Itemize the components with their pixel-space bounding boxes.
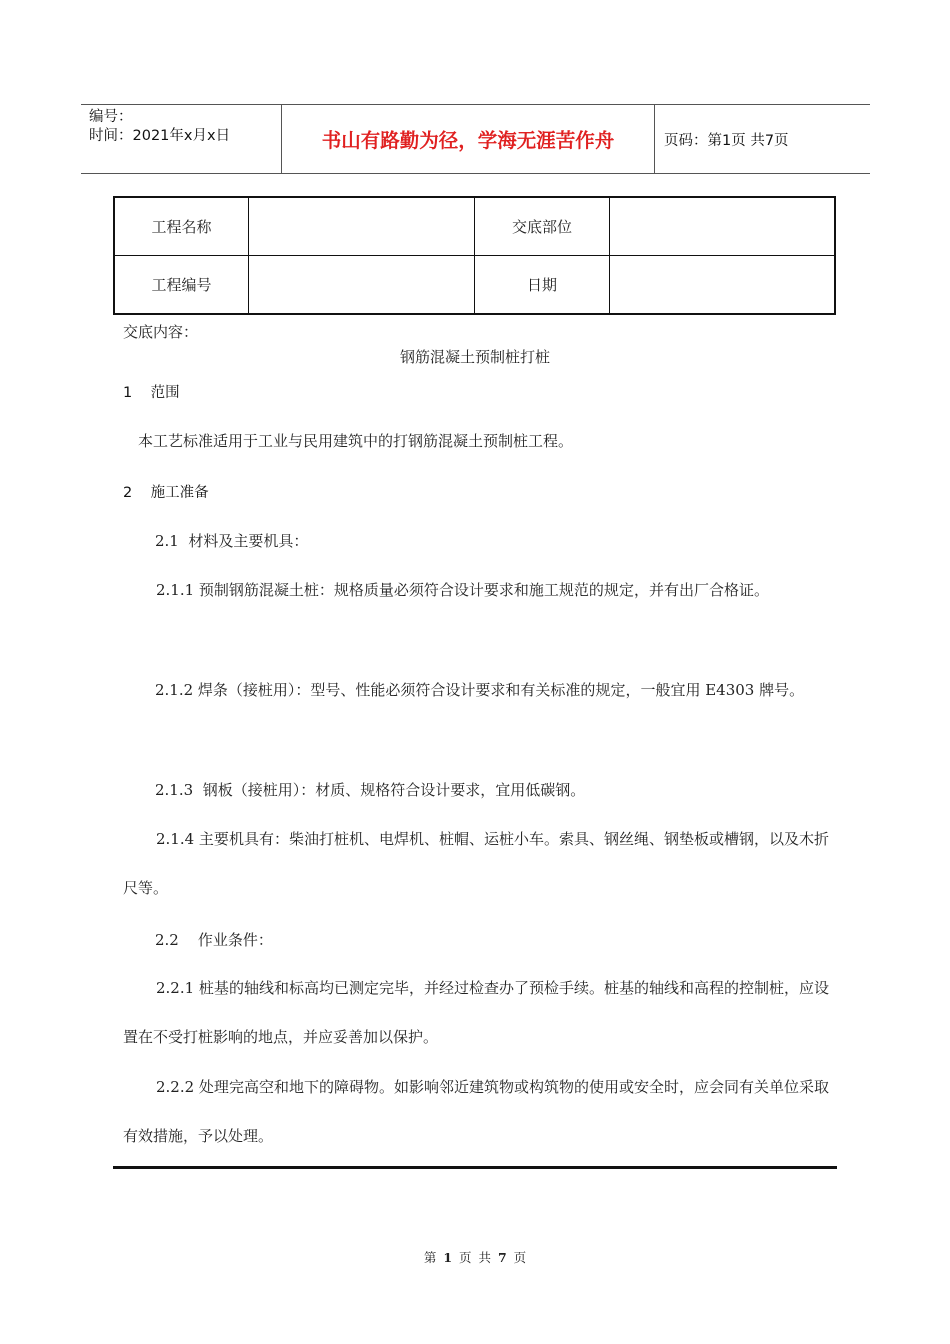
- header-divider: [654, 105, 655, 173]
- intro-label: 交底内容：: [123, 323, 199, 341]
- bottom-rule: [113, 1166, 837, 1169]
- section-2-2-title: 2.2 作业条件：: [155, 931, 273, 949]
- header-number: 编号：: [89, 109, 133, 125]
- project-info-table: [113, 196, 836, 315]
- project-name-label: 工程名称: [114, 197, 249, 256]
- table-row: [114, 197, 835, 256]
- project-no-value: [249, 256, 475, 315]
- header-motto: 书山有路勤为径，学海无涯苦作舟: [321, 129, 615, 152]
- footer-total-pages: 7: [497, 1250, 507, 1265]
- page-header: [81, 104, 870, 174]
- section-2-2-2-text: 2.2.2 处理完高空和地下的障碍物。如影响邻近建筑物或构筑物的使用或安全时，应会同有关单位采取有效措施，予以处理。: [123, 1078, 829, 1145]
- date-label: 日期: [475, 256, 610, 315]
- project-no-label: 工程编号: [114, 256, 249, 315]
- section-1-title: 1 范围: [123, 385, 180, 401]
- header-date: 时间：2021年x月x日: [89, 128, 231, 144]
- section-2-title: 2 施工准备: [123, 485, 209, 501]
- handover-part-value: [610, 197, 836, 256]
- handover-part-label: 交底部位: [475, 197, 610, 256]
- section-2-1-1-text: 2.1.1 预制钢筋混凝土桩：规格质量必须符合设计要求和施工规范的规定，并有出厂合格证。: [156, 581, 769, 599]
- header-meta: [89, 108, 230, 146]
- footer-middle: 页 共: [459, 1250, 491, 1265]
- footer-suffix: 页: [513, 1250, 527, 1265]
- footer-page-number: 1: [443, 1250, 453, 1265]
- section-2-1-4-text: 2.1.4 主要机具有：柴油打桩机、电焊机、桩帽、运桩小车。索具、钢丝绳、钢垫板或槽钢，以及木折尺等。: [123, 830, 829, 897]
- header-page-info: 页码：第1页 共7页: [664, 132, 789, 149]
- section-1-text: 本工艺标准适用于工业与民用建筑中的打钢筋混凝土预制桩工程。: [138, 432, 574, 450]
- footer-prefix: 第: [423, 1250, 437, 1265]
- section-2-1-3-text: 2.1.3 钢板（接桩用）：材质、规格符合设计要求，宜用低碳钢。: [155, 781, 586, 799]
- project-name-value: [249, 197, 475, 256]
- section-2-1-2-text: 2.1.2 焊条（接桩用）：型号、性能必须符合设计要求和有关标准的规定，一般宜用 E4303 牌号。: [155, 681, 805, 699]
- section-2-1-title: 2.1 材料及主要机具：: [155, 532, 309, 550]
- page-footer: [0, 1248, 950, 1266]
- date-value: [610, 256, 836, 315]
- document-title: 钢筋混凝土预制桩打桩: [399, 348, 550, 366]
- table-row: [114, 256, 835, 315]
- section-2-2-1-text: 2.2.1 桩基的轴线和标高均已测定完毕，并经过检查办了预检手续。桩基的轴线和高程的控制桩，应设置在不受打桩影响的地点，并应妥善加以保护。: [123, 979, 829, 1046]
